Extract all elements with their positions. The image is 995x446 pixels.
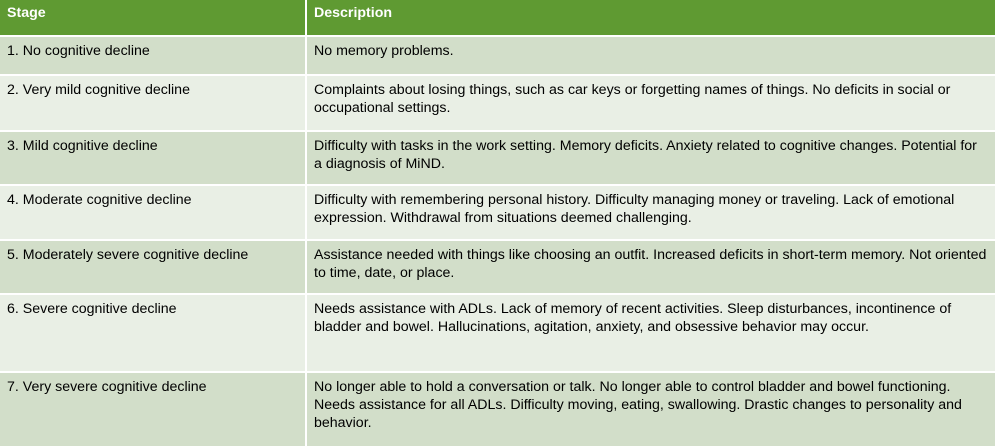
description-cell: Complaints about losing things, such as car keys or forgetting names of things. No deficits in social or occupational settings. — [306, 75, 995, 131]
table-row — [0, 75, 995, 131]
description-cell: Needs assistance with ADLs. Lack of memory of recent activities. Sleep disturbances, incontinence of bladder and bowel. Hallucinations, agitation, anxiety, and obsessive behavior may occur. — [306, 294, 995, 372]
table-row — [0, 240, 995, 294]
description-cell: Difficulty with remembering personal history. Difficulty managing money or traveling. Lack of emotional expression. Withdrawal from situations deemed challenging. — [306, 185, 995, 240]
table-header-row — [0, 0, 995, 36]
table-row — [0, 36, 995, 75]
table-row — [0, 294, 995, 372]
stage-cell: 3. Mild cognitive decline — [0, 131, 306, 185]
table-row — [0, 185, 995, 240]
header-stage: Stage — [0, 0, 306, 36]
stage-cell: 6. Severe cognitive decline — [0, 294, 306, 372]
description-cell: No longer able to hold a conversation or talk. No longer able to control bladder and bowel functioning. Needs assistance for all ADLs. Difficulty moving, eating, swallowing. Drastic changes to personality and behavior. — [306, 372, 995, 446]
stage-cell: 7. Very severe cognitive decline — [0, 372, 306, 446]
description-cell: No memory problems. — [306, 36, 995, 75]
header-description: Description — [306, 0, 995, 36]
table-row — [0, 372, 995, 446]
description-cell: Difficulty with tasks in the work setting. Memory deficits. Anxiety related to cognitive changes. Potential for a diagnosis of MiND. — [306, 131, 995, 185]
table-row — [0, 131, 995, 185]
stage-cell: 5. Moderately severe cognitive decline — [0, 240, 306, 294]
stage-cell: 4. Moderate cognitive decline — [0, 185, 306, 240]
stage-cell: 1. No cognitive decline — [0, 36, 306, 75]
stage-cell: 2. Very mild cognitive decline — [0, 75, 306, 131]
description-cell: Assistance needed with things like choosing an outfit. Increased deficits in short-term memory. Not oriented to time, date, or place. — [306, 240, 995, 294]
